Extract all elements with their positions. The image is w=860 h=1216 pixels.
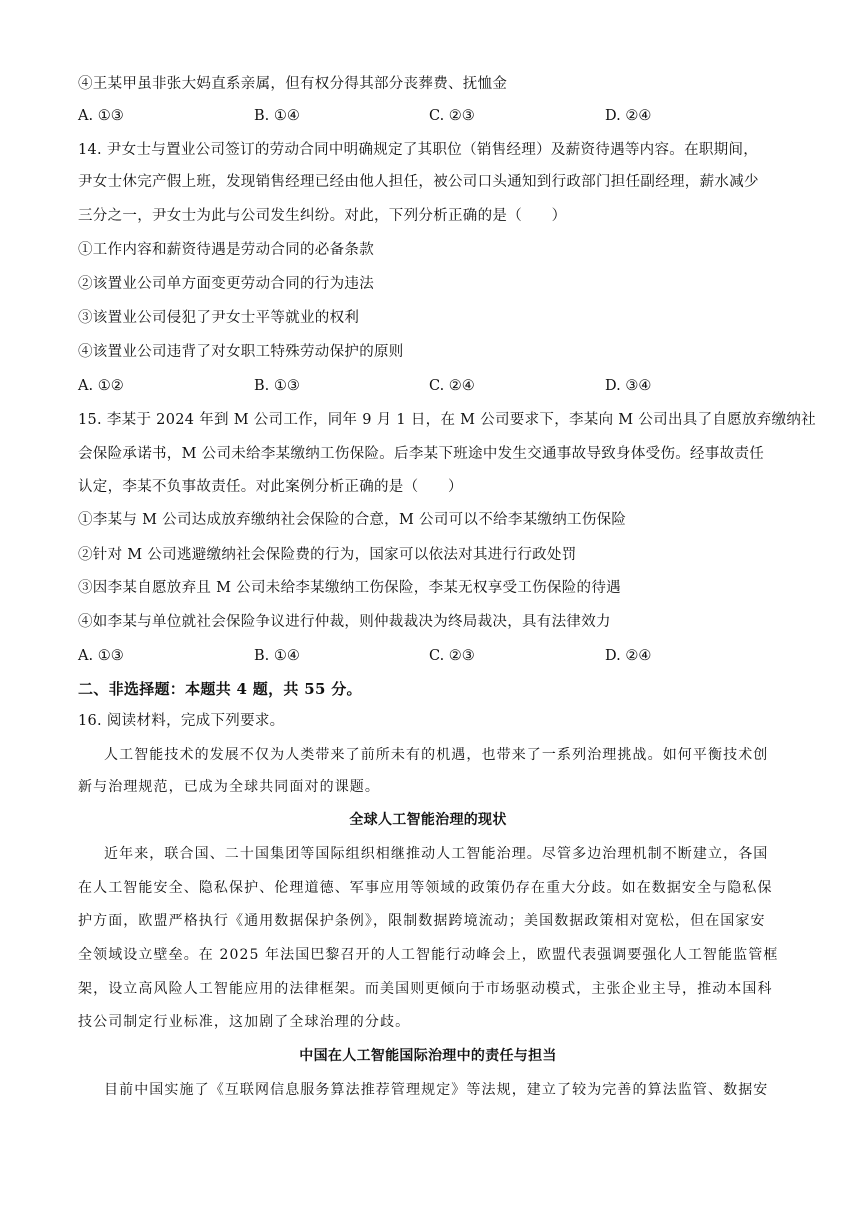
q16-stem: 16. 阅读材料，完成下列要求。 xyxy=(78,713,285,729)
q13-choice-b[interactable]: B. ①④ xyxy=(254,108,300,124)
q14-choices xyxy=(78,376,778,396)
q15-option-3: ③因李某自愿放弃且 M 公司未给李某缴纳工伤保险，李某无权享受工伤保险的待遇 xyxy=(78,580,621,596)
q13-choice-d[interactable]: D. ②④ xyxy=(605,108,652,124)
q16-para1-line-6: 技公司制定行业标准，这加剧了全球治理的分歧。 xyxy=(78,1014,411,1030)
q15-stem-line-1: 15. 李某于 2024 年到 M 公司工作，同年 9 月 1 日，在 M 公司要求下，李某向 M 公司出具了自愿放弃缴纳社 xyxy=(78,412,816,428)
q14-choice-c[interactable]: C. ②④ xyxy=(429,378,475,394)
q15-choice-a[interactable]: A. ①③ xyxy=(78,648,124,664)
q16-heading-1: 全球人工智能治理的现状 xyxy=(349,812,507,828)
q16-intro-line-1: 人工智能技术的发展不仅为人类带来了前所未有的机遇，也带来了一系列治理挑战。如何平衡技术创 xyxy=(104,747,769,763)
q16-para2-line-1: 目前中国实施了《互联网信息服务算法推荐管理规定》等法规，建立了较为完善的算法监管、数据安 xyxy=(104,1082,769,1098)
q15-option-2: ②针对 M 公司逃避缴纳社会保险费的行为，国家可以依法对其进行行政处罚 xyxy=(78,547,577,563)
q16-para1-line-5: 架，设立高风险人工智能应用的法律框架。而美国则更倾向于市场驱动模式，主张企业主导，推动本国科 xyxy=(78,981,773,997)
q15-stem-line-3: 认定，李某不负事故责任。对此案例分析正确的是（ ） xyxy=(78,479,463,495)
q16-heading-2: 中国在人工智能国际治理中的责任与担当 xyxy=(299,1048,557,1064)
q16-intro-line-2: 新与治理规范，已成为全球共同面对的课题。 xyxy=(78,779,380,795)
q13-choices xyxy=(78,106,778,126)
q14-stem-line-3: 三分之一，尹女士为此与公司发生纠纷。对此，下列分析正确的是（ ） xyxy=(78,208,567,224)
q15-choices xyxy=(78,646,778,666)
q15-choice-d[interactable]: D. ②④ xyxy=(605,648,652,664)
q16-para1-line-1: 近年来，联合国、二十国集团等国际组织相继推动人工智能治理。尽管多边治理机制不断建立，各国 xyxy=(104,846,769,862)
q14-choice-a[interactable]: A. ①② xyxy=(78,378,124,394)
q15-option-4: ④如李某与单位就社会保险争议进行仲裁，则仲裁裁决为终局裁决，具有法律效力 xyxy=(78,614,611,630)
q14-option-1: ①工作内容和薪资待遇是劳动合同的必备条款 xyxy=(78,242,374,258)
q15-option-1: ①李某与 M 公司达成放弃缴纳社会保险的合意，M 公司可以不给李某缴纳工伤保险 xyxy=(78,512,627,528)
q15-stem-line-2: 会保险承诺书，M 公司未给李某缴纳工伤保险。后李某下班途中发生交通事故导致身体受伤。经事故责任 xyxy=(78,446,765,462)
q14-option-3: ③该置业公司侵犯了尹女士平等就业的权利 xyxy=(78,310,360,326)
section-2-heading: 二、非选择题：本题共 4 题，共 55 分。 xyxy=(78,680,362,698)
q16-para1-line-3: 护方面，欧盟严格执行《通用数据保护条例》，限制数据跨境流动；美国数据政策相对宽松，但在国家安 xyxy=(78,913,766,929)
q14-choice-d[interactable]: D. ③④ xyxy=(605,378,652,394)
q16-para1-line-2: 在人工智能安全、隐私保护、伦理道德、军事应用等领域的政策仍存在重大分歧。如在数据安全与隐私保 xyxy=(78,880,773,896)
q14-option-4: ④该置业公司违背了对女职工特殊劳动保护的原则 xyxy=(78,344,404,360)
q15-choice-c[interactable]: C. ②③ xyxy=(429,648,475,664)
q13-choice-a[interactable]: A. ①③ xyxy=(78,108,124,124)
q16-para1-line-4: 全领域设立壁垒。在 2025 年法国巴黎召开的人工智能行动峰会上，欧盟代表强调要强化人工智能监管框 xyxy=(78,947,779,963)
q13-option-4: ④王某甲虽非张大妈直系亲属，但有权分得其部分丧葬费、抚恤金 xyxy=(78,76,508,92)
q15-choice-b[interactable]: B. ①④ xyxy=(254,648,300,664)
q13-choice-c[interactable]: C. ②③ xyxy=(429,108,475,124)
q14-stem-line-2: 尹女士休完产假上班，发现销售经理已经由他人担任，被公司口头通知到行政部门担任副经理，薪水减少 xyxy=(78,174,759,190)
q14-choice-b[interactable]: B. ①③ xyxy=(254,378,300,394)
q14-option-2: ②该置业公司单方面变更劳动合同的行为违法 xyxy=(78,276,374,292)
q14-stem-line-1: 14. 尹女士与置业公司签订的劳动合同中明确规定了其职位（销售经理）及薪资待遇等内容。在职期间， xyxy=(78,142,759,158)
